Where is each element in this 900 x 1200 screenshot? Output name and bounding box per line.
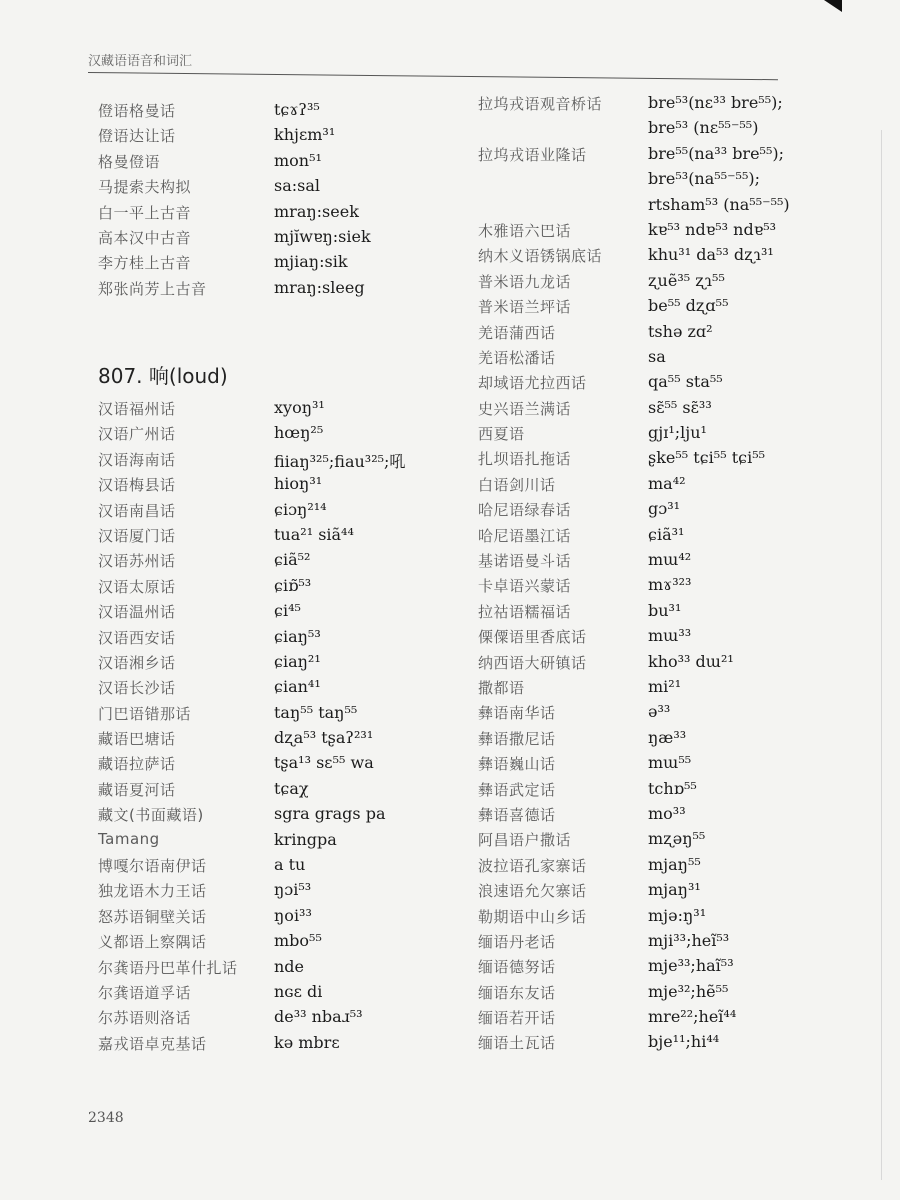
language-name: 彝语喜德话 [478, 805, 556, 824]
phonetic-form: ɕiɒ̃⁵³ [274, 575, 312, 595]
language-name: 门巴语错那话 [98, 704, 192, 723]
language-name: 汉语湘乡话 [98, 653, 176, 672]
language-name: 缅语丹老话 [478, 932, 556, 951]
language-name: 羌语蒲西话 [478, 323, 556, 342]
phonetic-form: mjaŋ³¹ [648, 880, 701, 900]
language-name: 尔龚语丹巴革什扎话 [98, 958, 238, 977]
phonetic-form: mɯ³³ [648, 626, 692, 646]
phonetic-form: qa⁵⁵ sta⁵⁵ [648, 372, 723, 392]
header-rule [88, 72, 778, 80]
language-name: 彝语武定话 [478, 780, 556, 799]
language-name: 藏语拉萨话 [98, 755, 176, 774]
language-name: 阿昌语户撒话 [478, 831, 572, 850]
page-edge [881, 130, 882, 1180]
phonetic-form: mi²¹ [648, 676, 682, 696]
language-name: 汉语梅县话 [98, 476, 176, 495]
phonetic-form: taŋ⁵⁵ taŋ⁵⁵ [274, 702, 358, 722]
phonetic-form: mraŋ:sleeg [274, 277, 365, 297]
language-name: 缅语东友话 [478, 983, 556, 1002]
phonetic-form: ɕiã³¹ [648, 524, 685, 544]
phonetic-form: kringpa [274, 829, 337, 849]
phonetic-form: fiiaŋ³²⁵;fiau³²⁵;吼 [274, 451, 406, 471]
phonetic-form: bre⁵³(nɛ³³ bre⁵⁵); [648, 93, 783, 112]
language-name: 却域语尤拉西话 [478, 374, 587, 393]
phonetic-form: mɯ⁴² [648, 550, 692, 570]
phonetic-form: a tu [274, 855, 306, 875]
language-name: 勒期语中山乡话 [478, 907, 587, 926]
phonetic-form: khjɛm³¹ [274, 125, 336, 145]
entry-title: 响(loud) [148, 364, 228, 388]
phonetic-form: mɯ⁵⁵ [648, 753, 692, 773]
phonetic-form: ɕian⁴¹ [274, 677, 321, 697]
language-name: 嘉戎语卓克基话 [98, 1034, 207, 1053]
phonetic-form: mʐəŋ⁵⁵ [648, 829, 706, 849]
phonetic-form: mjiaŋ:sik [274, 252, 348, 272]
language-name: 彝语撒尼话 [478, 729, 556, 748]
language-name: 尔龚语道孚话 [98, 983, 192, 1002]
language-name: 拉祜语糯福话 [478, 602, 572, 621]
language-name: 汉语海南话 [98, 450, 176, 469]
language-name: 藏语夏河话 [98, 780, 176, 799]
language-name: 汉语西安话 [98, 628, 176, 647]
phonetic-form: ɕi⁴⁵ [274, 601, 301, 621]
phonetic-form: sa [648, 346, 666, 366]
phonetic-form: sɛ̃⁵⁵ sɛ̃³³ [648, 397, 712, 417]
language-name: 史兴语兰满话 [478, 399, 572, 418]
phonetic-form: bre⁵³(na⁵⁵⁻⁵⁵); [648, 169, 761, 189]
phonetic-form: mraŋ:seek [274, 201, 359, 221]
phonetic-form: mbo⁵⁵ [274, 931, 322, 951]
language-name: 木雅语六巴话 [478, 221, 572, 240]
phonetic-form: mo³³ [648, 803, 686, 823]
language-name: 彝语巍山话 [478, 755, 556, 774]
corner-mark [824, 0, 842, 12]
language-name: 缅语德努话 [478, 958, 556, 977]
phonetic-form: mjĭwɐŋ:siek [274, 226, 371, 246]
language-name: 白语剑川话 [478, 475, 556, 494]
phonetic-form: kə mbrɛ [274, 1032, 340, 1052]
language-name: 僜语格曼话 [98, 102, 176, 120]
phonetic-form: tɕaχ [274, 778, 309, 798]
language-name: 纳西语大研镇话 [478, 653, 587, 672]
language-name: 僜语达让话 [98, 127, 176, 146]
language-name: 哈尼语绿春话 [478, 501, 572, 520]
language-name: 浪速语允欠寨话 [478, 882, 587, 901]
phonetic-form: ɕiaŋ⁵³ [274, 626, 321, 646]
language-name: 汉语南昌话 [98, 501, 176, 520]
phonetic-form: ɕiɔŋ²¹⁴ [274, 499, 327, 519]
language-name: 波拉语孔家寨话 [478, 856, 587, 875]
language-name: 汉语长沙话 [98, 679, 176, 698]
phonetic-form: ɕiaŋ²¹ [274, 651, 321, 671]
phonetic-form: be⁵⁵ dʐɑ⁵⁵ [648, 296, 729, 316]
phonetic-form: gjɪ¹;lju¹ [648, 423, 707, 443]
language-name: 拉坞戎语观音桥话 [478, 95, 603, 113]
language-name: 汉语温州话 [98, 603, 176, 622]
language-name: 哈尼语墨江话 [478, 526, 572, 545]
language-name: 汉语苏州话 [98, 552, 176, 571]
phonetic-form: ɕiã⁵² [274, 550, 311, 570]
language-name: Tamang [98, 829, 160, 848]
language-name: 博嘎尔语南伊话 [98, 857, 207, 876]
phonetic-form: kho³³ dɯ²¹ [648, 651, 734, 671]
language-name: 格曼僜语 [98, 152, 161, 171]
phonetic-form: hioŋ³¹ [274, 474, 323, 494]
language-name: 卡卓语兴蒙话 [478, 577, 572, 596]
language-name: 尔苏语则洛话 [98, 1009, 192, 1028]
phonetic-form: mje³³;haĩ⁵³ [648, 956, 734, 976]
language-name: 李方桂上古音 [98, 254, 192, 273]
language-name: 拉坞戎语业隆话 [478, 145, 587, 164]
language-name: 藏文(书面藏语) [98, 806, 204, 825]
language-name: 彝语南华话 [478, 704, 556, 723]
language-name: 马提索夫构拟 [98, 178, 192, 197]
language-name: 纳木义语锈锅底话 [478, 247, 603, 266]
entry-number: 807. [98, 364, 143, 388]
language-name: 汉语福州话 [98, 400, 176, 418]
phonetic-form: bre⁵³ (nɛ⁵⁵⁻⁵⁵) [648, 118, 759, 138]
language-name: 白一平上古音 [98, 203, 192, 222]
language-name: 傈僳语里香底话 [478, 628, 587, 647]
phonetic-form: mjə:ŋ³¹ [648, 905, 707, 925]
phonetic-form: tɕɤʔ³⁵ [274, 100, 320, 119]
phonetic-form: ŋæ³³ [648, 727, 687, 747]
phonetic-form: nde [274, 956, 305, 976]
phonetic-form: dʐa⁵³ tʂaʔ²³¹ [274, 728, 374, 748]
language-name: 普米语兰坪话 [478, 298, 572, 317]
phonetic-form: sa:sal [274, 176, 321, 196]
language-name: 汉语太原话 [98, 577, 176, 596]
phonetic-form: ʐuẽ³⁵ ʐɿ⁵⁵ [648, 270, 725, 290]
phonetic-form: tʂa¹³ sɛ⁵⁵ wa [274, 753, 374, 773]
phonetic-form: ŋɔi⁵³ [274, 880, 312, 900]
language-name: 羌语松潘话 [478, 348, 556, 367]
phonetic-form: rtsham⁵³ (na⁵⁵⁻⁵⁵) [648, 194, 790, 214]
phonetic-form: mon⁵¹ [274, 150, 322, 170]
phonetic-form: ma⁴² [648, 473, 686, 493]
phonetic-form: xyoŋ³¹ [274, 398, 325, 417]
language-name: 高本汉中古音 [98, 228, 192, 247]
language-name: 怒苏语铜壁关话 [98, 907, 207, 926]
language-name: 义都语上察隅话 [98, 933, 207, 952]
running-header: 汉藏语语音和词汇 [88, 54, 193, 69]
language-name: 扎坝语扎拖话 [478, 450, 572, 469]
language-name: 基诺语曼斗话 [478, 552, 572, 571]
phonetic-form: ə³³ [648, 702, 671, 722]
language-name: 汉语广州话 [98, 425, 176, 444]
page-number: 2348 [88, 1110, 124, 1126]
language-name: 独龙语木力王话 [98, 882, 207, 901]
language-name: 撒都语 [478, 678, 525, 697]
phonetic-form: ŋoi³³ [274, 905, 312, 925]
phonetic-form: bu³¹ [648, 600, 682, 620]
phonetic-form: sgra grags pa [274, 804, 386, 824]
phonetic-form: mji³³;heĩ⁵³ [648, 930, 730, 950]
language-name: 普米语九龙话 [478, 272, 572, 291]
language-name: 缅语土瓦话 [478, 1034, 556, 1053]
phonetic-form: khu³¹ da⁵³ dʐɿ³¹ [648, 245, 774, 265]
phonetic-form: ʂke⁵⁵ tɕi⁵⁵ tɕi⁵⁵ [648, 448, 766, 468]
language-name: 藏语巴塘话 [98, 730, 176, 749]
phonetic-form: mjaŋ⁵⁵ [648, 854, 701, 874]
phonetic-form: nɢɛ di [274, 981, 323, 1001]
phonetic-form: de³³ nbaɹ⁵³ [274, 1007, 363, 1027]
phonetic-form: bje¹¹;hi⁴⁴ [648, 1032, 720, 1052]
phonetic-form: mɤ³²³ [648, 575, 692, 595]
entry-heading [98, 360, 228, 389]
language-name: 西夏语 [478, 425, 525, 444]
language-name: 汉语厦门话 [98, 526, 176, 545]
phonetic-form: tshə zɑ² [648, 321, 713, 341]
phonetic-form: mre²²;heĩ⁴⁴ [648, 1007, 737, 1027]
phonetic-form: kɐ⁵³ ndɐ⁵³ ndɐ⁵³ [648, 219, 777, 239]
phonetic-form: mje³²;hẽ⁵⁵ [648, 981, 729, 1001]
phonetic-form: tchɒ⁵⁵ [648, 778, 697, 798]
language-name: 缅语若开话 [478, 1009, 556, 1028]
phonetic-form: bre⁵⁵(na³³ bre⁵⁵); [648, 143, 785, 163]
phonetic-form: gɔ³¹ [648, 499, 681, 519]
language-name: 郑张尚芳上古音 [98, 279, 207, 298]
phonetic-form: hœŋ²⁵ [274, 423, 324, 443]
phonetic-form: tua²¹ siã⁴⁴ [274, 524, 354, 544]
